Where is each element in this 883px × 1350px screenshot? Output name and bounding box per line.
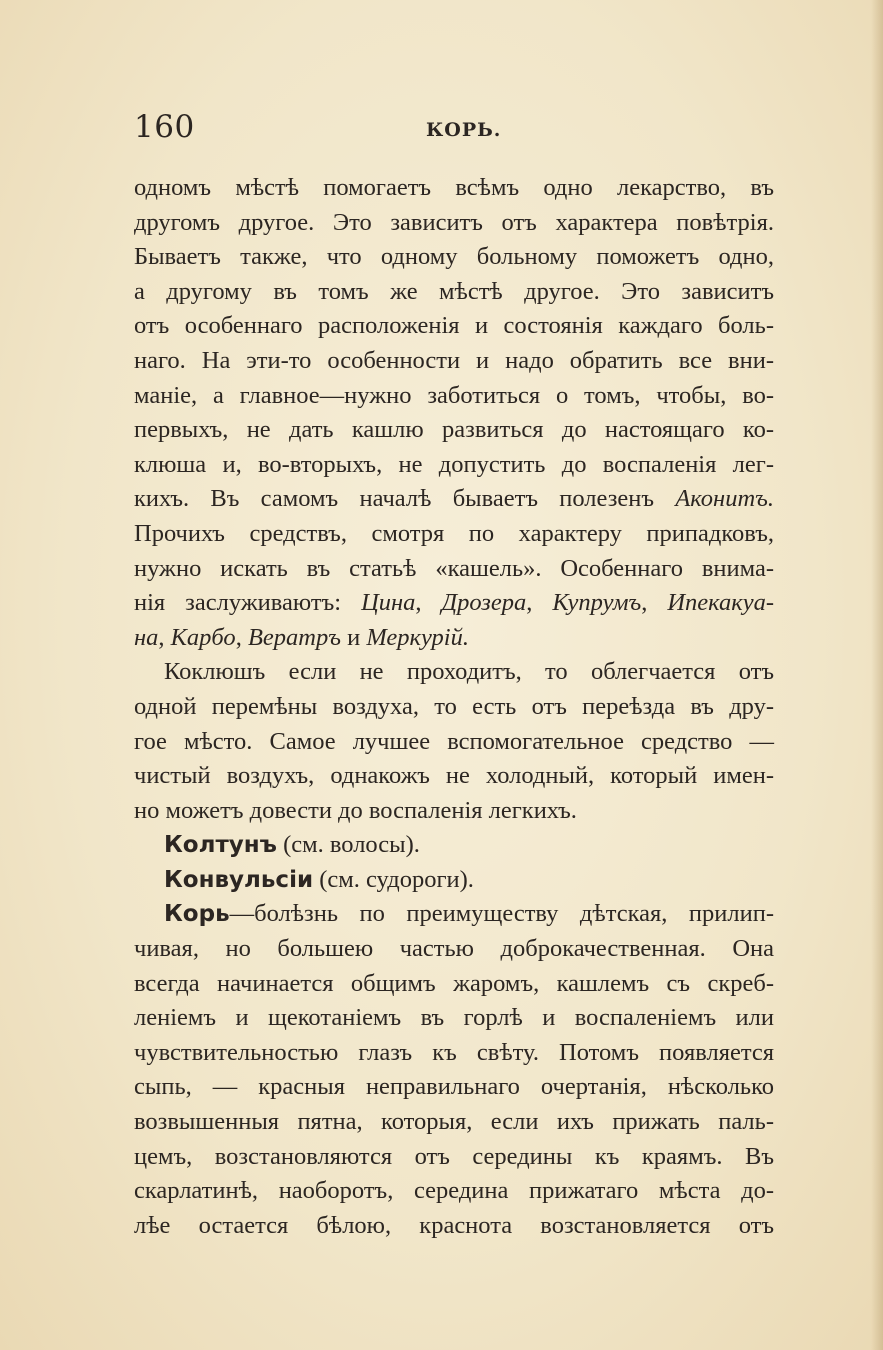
- text-line: маніе, а главное—нужно заботиться о томъ, чтобы, во-: [134, 381, 774, 409]
- text-line: первыхъ, не дать кашлю развиться до настоящаго ко-: [134, 416, 774, 444]
- text-fragment: ,: [526, 589, 553, 617]
- text-line: но можетъ довести до воспаленія легкихъ.: [134, 796, 577, 824]
- remedy-name: Купрумъ: [552, 589, 642, 617]
- text-fragment: ,: [415, 589, 442, 617]
- entry-koltun: [134, 828, 774, 863]
- text-line: одномъ мѣстѣ помогаетъ всѣмъ одно лекарство, въ: [134, 174, 774, 201]
- entry-kor: [134, 897, 774, 932]
- text-fragment: и: [340, 623, 367, 651]
- running-title: КОРЬ.: [426, 119, 502, 141]
- entry-term: Конвульсіи: [164, 866, 314, 893]
- text-line: Бываетъ также, что одному больному поможетъ одно,: [134, 243, 774, 271]
- text-line: [134, 621, 774, 656]
- running-head: [134, 107, 774, 147]
- entry-reference: (см. судороги).: [313, 865, 474, 893]
- entry-reference: (см. волосы).: [276, 831, 420, 859]
- entry-term: Корь: [164, 901, 230, 928]
- entry-konvulsii: [134, 863, 774, 898]
- text-line: цемъ, возстановляются отъ середины къ краямъ. Въ: [134, 1142, 774, 1170]
- text-line: всегда начинается общимъ жаромъ, кашлемъ съ скреб-: [134, 969, 774, 997]
- remedy-name: Меркурій.: [366, 623, 469, 651]
- remedy-name: Карбо: [170, 623, 236, 651]
- text-line: другомъ другое. Это зависитъ отъ характера повѣтрія.: [134, 208, 774, 236]
- remedy-name: Вератръ: [247, 623, 341, 651]
- text-line: клюша и, во-вторыхъ, не допустить до воспаленія лег-: [134, 450, 774, 478]
- text-line: Прочихъ средствъ, смотря по характеру припадковъ,: [134, 519, 774, 547]
- remedy-name: Ипекакуа-: [667, 589, 775, 617]
- text-line: чистый воздухъ, однакожъ не холодный, который имен-: [134, 762, 774, 790]
- text-line: леніемъ и щекотаніемъ въ горлѣ и воспаленіемъ или: [134, 1004, 774, 1032]
- text-line: лѣе остается бѣлою, краснота возстановляется отъ: [134, 1211, 774, 1239]
- text-line: Коклюшъ если не проходитъ, то облегчается отъ: [164, 658, 774, 686]
- text-fragment: нія заслуживаютъ:: [134, 589, 362, 617]
- text-line: наго. На эти-то особенности и надо обратить все вни-: [134, 346, 774, 374]
- page-number: 160: [134, 109, 195, 145]
- text-line: отъ особеннаго расположенія и состоянія каждаго боль-: [134, 312, 774, 340]
- text-line: [134, 482, 774, 517]
- text-line: гое мѣсто. Самое лучшее вспомогательное средство —: [134, 727, 774, 755]
- remedy-name: Дрозера: [441, 589, 527, 617]
- text-line: чувствительностью глазъ къ свѣту. Потомъ появляется: [134, 1038, 774, 1066]
- text-fragment: ,: [158, 623, 171, 651]
- text-fragment: ,: [641, 589, 668, 617]
- text-line: [134, 586, 774, 621]
- text-line: а другому въ томъ же мѣстѣ другое. Это зависитъ: [134, 277, 774, 305]
- remedy-name: Цина: [361, 589, 416, 617]
- entry-term: Колтунъ: [164, 832, 277, 859]
- text-line: чивая, но большею частью доброкачественная. Она: [134, 935, 774, 963]
- text-line: одной перемѣны воздуха, то есть отъ переѣзда въ дру-: [134, 692, 774, 720]
- remedy-name: на: [134, 623, 159, 651]
- remedy-name: Аконитъ.: [675, 485, 774, 513]
- text-fragment: —болѣзнь по преимуществу дѣтская, прилип-: [229, 900, 774, 928]
- text-line: нужно искать въ статьѣ «кашель». Особеннаго внима-: [134, 554, 774, 582]
- body-text: [134, 171, 774, 1243]
- text-line: возвышенныя пятна, которыя, если ихъ прижать паль-: [134, 1108, 774, 1136]
- text-fragment: кихъ. Въ самомъ началѣ бываетъ полезенъ: [134, 485, 676, 513]
- text-line: сыпь, — красныя неправильнаго очертанія, нѣсколько: [134, 1073, 774, 1101]
- text-line: скарлатинѣ, наоборотъ, середина прижатаго мѣста до-: [134, 1177, 774, 1205]
- text-fragment: ,: [235, 623, 248, 651]
- page-edge-shadow: [871, 0, 883, 1350]
